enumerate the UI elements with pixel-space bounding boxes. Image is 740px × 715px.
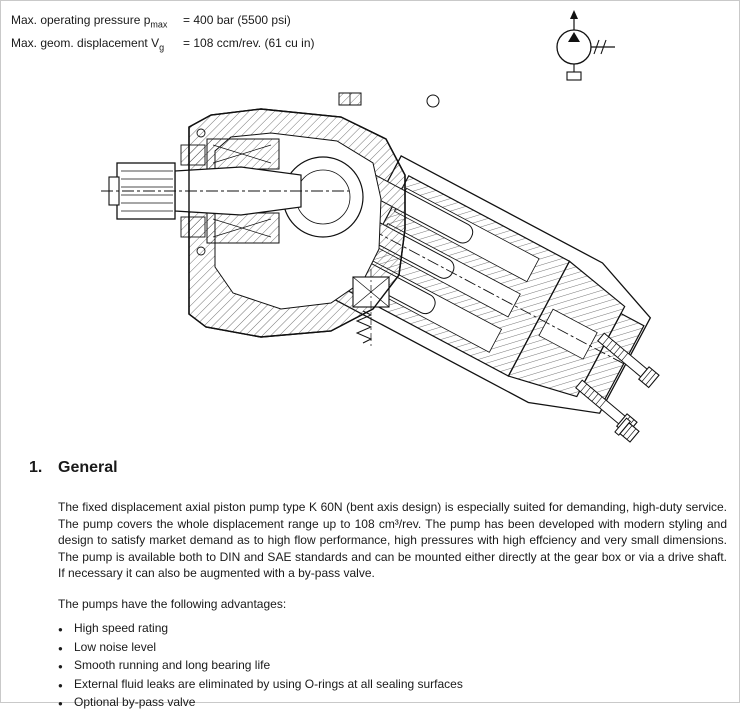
advantages-list [58, 622, 727, 709]
spec-displacement-value: = 108 ccm/rev. (61 cu in) [183, 36, 315, 51]
advantage-item: ● Low noise level [58, 641, 727, 654]
section-number: 1. [29, 459, 43, 476]
section-title: General [58, 459, 118, 476]
section-general [1, 459, 740, 715]
section-paragraph: The fixed displacement axial piston pump type K 60N (bent axis design) is especially suited for demanding, high-duty service. The pump covers the whole displacement range up to 108 cm³/rev. The pump has been developed with modern styling and design to satisfy market demand as to high flow performance, high pressures with high effciency and very small dimensions. The pump is available both to DIN and SAE standards and can be mounted either directly at the gear box or via a drive shaft. If necessary it can also be augmented with a by-pass valve. [58, 500, 727, 580]
spec-pressure-value: = 400 bar (5500 psi) [183, 13, 291, 27]
spec-pressure-label: Max. operating pressure p [11, 13, 151, 27]
spec-displacement-sub: g [159, 42, 165, 53]
advantage-item: ● High speed rating [58, 622, 727, 635]
spec-max-displacement [11, 34, 315, 57]
pump-cross-section-drawing [1, 79, 740, 454]
advantage-item: ● Optional by-pass valve [58, 696, 727, 709]
section-body [58, 499, 727, 709]
advantage-item: ● External fluid leaks are eliminated by using O-rings at all sealing surfaces [58, 678, 727, 691]
hydraulic-pump-symbol-icon [529, 7, 629, 81]
spec-pressure-sub: max [150, 19, 168, 30]
advantages-intro: The pumps have the following advantages: [58, 596, 287, 611]
spec-max-pressure [11, 11, 315, 34]
spec-displacement-label: Max. geom. displacement V [11, 36, 160, 51]
advantage-item: ● Smooth running and long bearing life [58, 659, 727, 672]
section-heading [29, 459, 740, 477]
spec-block [11, 11, 315, 58]
